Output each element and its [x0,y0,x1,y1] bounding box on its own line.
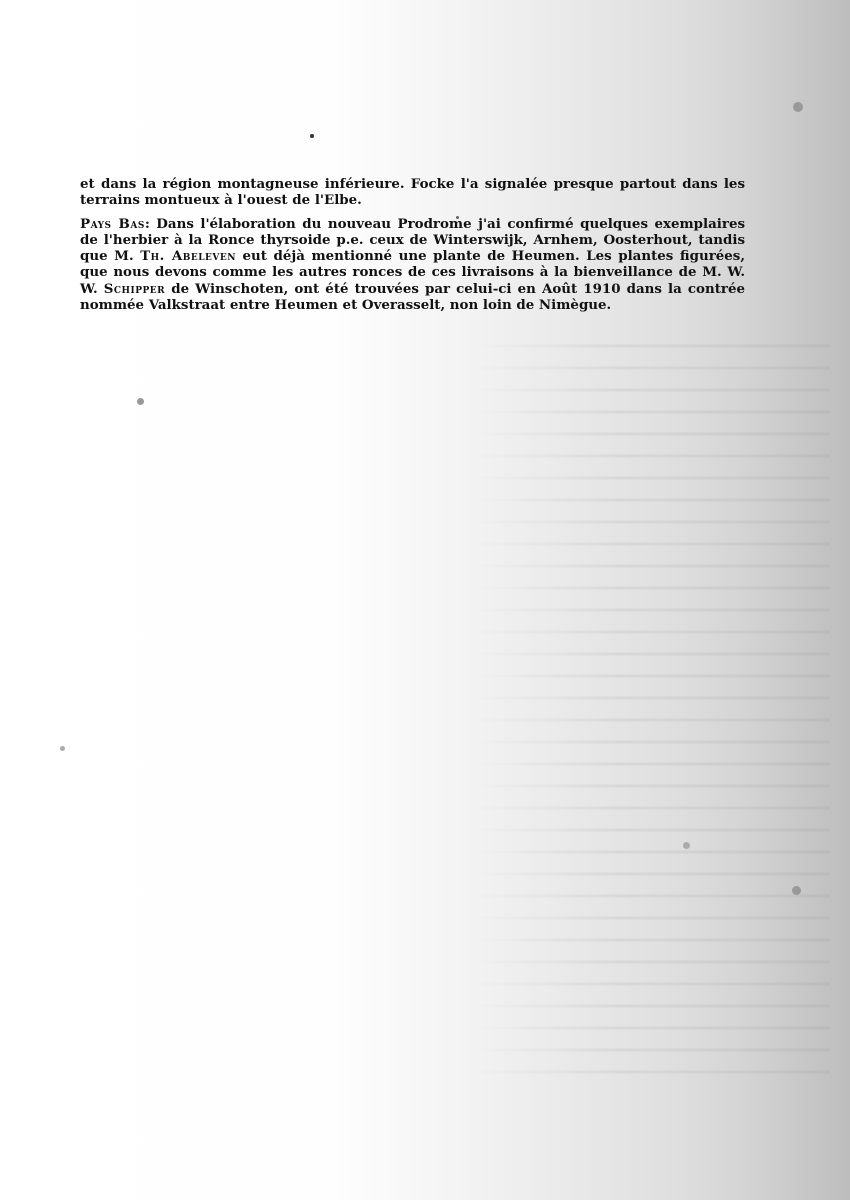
paragraph-text-part: de Winschoten, ont été trouvées par celui-ci en Août 1910 dans la contrée nommée Valkstraat entre Heumen et Overasselt, non loin de Nimègue. [80,280,745,314]
person-name-abeleven: Th. Abeleven [140,248,236,265]
ink-speck [792,886,801,895]
ink-speck [137,398,144,405]
ink-speck [793,102,803,112]
ink-speck [60,746,65,751]
paragraph-text-part: : Dans l'élaboration du nouveau Prodrome j'ai confirmé quelques exemplaires de l'herbier à la Ronce thyrsoide p.e. ceux de Winterswijk, Arnhem, Oosterhout, tandis que M. [80,215,746,265]
paragraph-pays-bas [80,216,745,314]
paragraph-text-part: eut déjà mentionné une plante de Heumen. Les plantes figurées, que nous devons comme les autres ronces de ces livraisons à la bienveillance de M. W. W. [80,248,745,297]
paragraph-elbe: et dans la région montagneuse inférieure. Focke l'a signalée presque partout dans les terrains montueux à l'ouest de l'Elbe. [80,176,745,209]
bleed-through-text [470,330,830,1090]
body-text [80,176,745,313]
country-heading: Pays Bas [80,215,145,232]
ink-speck [683,842,690,849]
ink-speck [310,134,314,138]
person-name-schipper: Schipper [103,280,166,297]
